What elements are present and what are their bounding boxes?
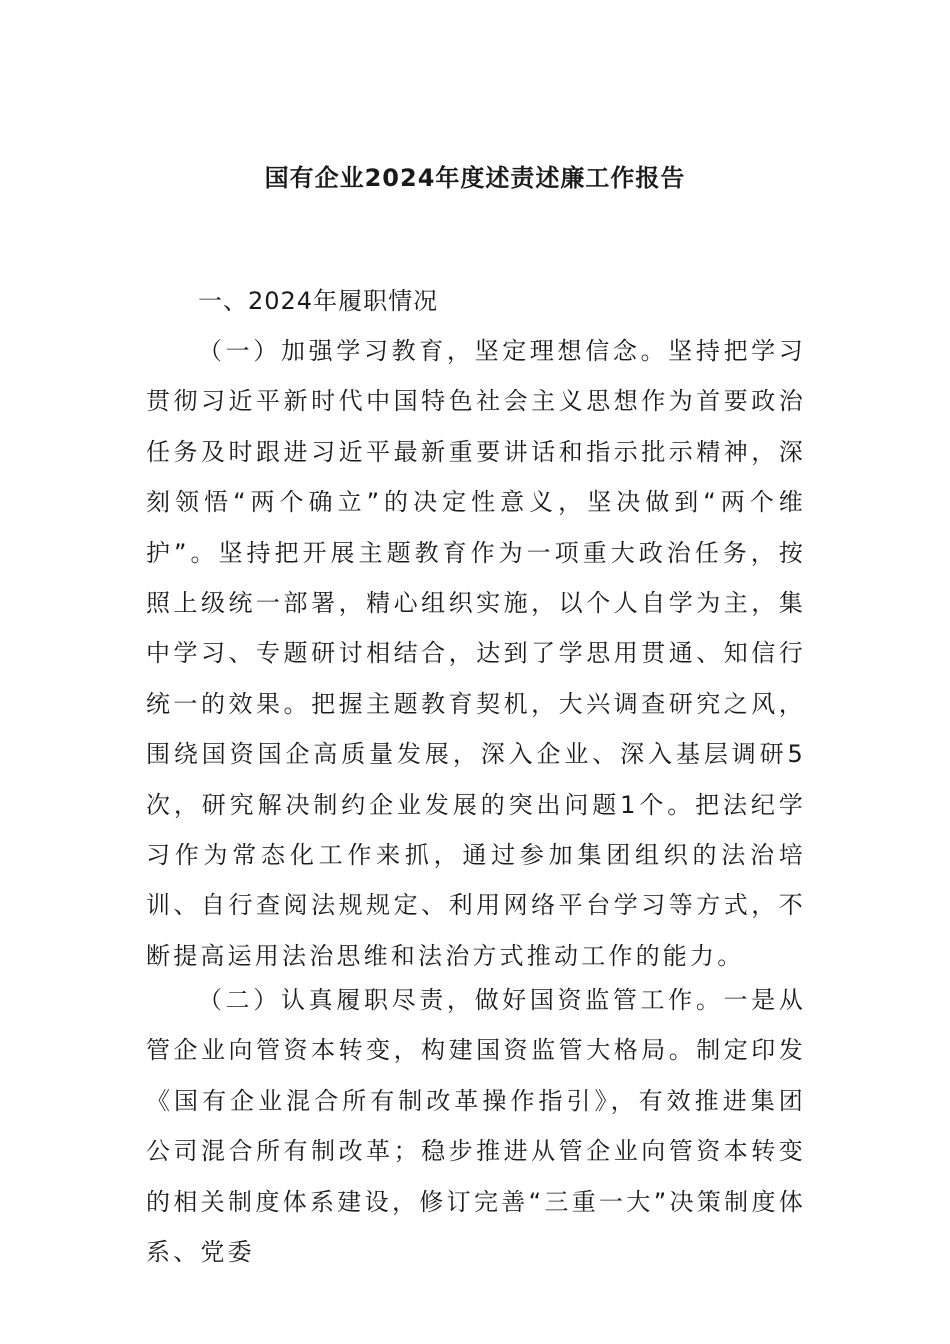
- paragraph-1: （一）加强学习教育，坚定理想信念。坚持把学习贯彻习近平新时代中国特色社会主义思想作为首要政治任务及时跟进习近平最新重要讲话和指示批示精神，深刻领悟“两个确立”的决定性意义，坚决做到“两个维护”。坚持把开展主题教育作为一项重大政治任务，按照上级统一部署，精心组织实施，以个人自学为主，集中学习、专题研讨相结合，达到了学思用贯通、知信行统一的效果。把握主题教育契机，大兴调查研究之风，围绕国资国企高质量发展，深入企业、深入基层调研5次，研究解决制约企业发展的突出问题1个。把法纪学习作为常态化工作来抓，通过参加集团组织的法治培训、自行查阅法规规定、利用网络平台学习等方式，不断提高运用法治思维和法治方式推动工作的能力。: [146, 337, 806, 970]
- paragraph-2: （二）认真履职尽责，做好国资监管工作。一是从管企业向管资本转变，构建国资监管大格局。制定印发《国有企业混合所有制改革操作指引》，有效推进集团公司混合所有制改革；稳步推进从管企业向管资本转变的相关制度体系建设，修订完善“三重一大”决策制度体系、党委: [146, 986, 806, 1267]
- document-title: 国有企业2024年度述责述廉工作报告: [264, 164, 686, 192]
- section-heading: 一、2024年履职情况: [198, 287, 439, 315]
